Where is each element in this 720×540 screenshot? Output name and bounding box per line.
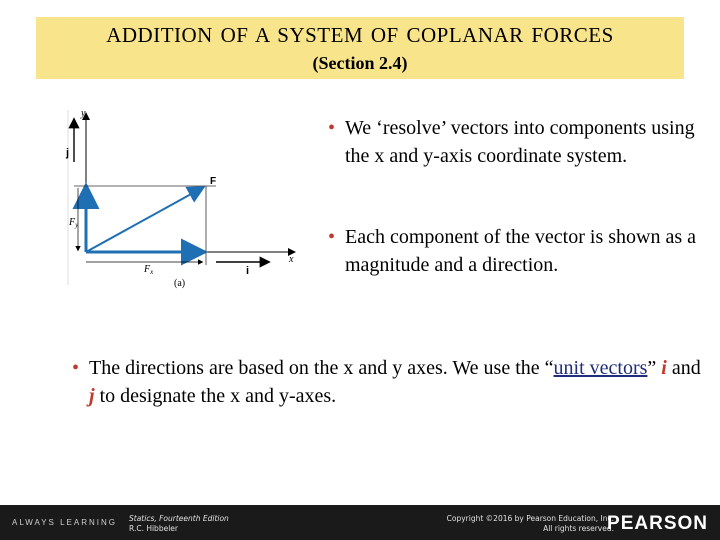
unit-vector-j-label: j [66,147,70,159]
vector-components-figure [56,100,306,295]
bullet-component-magnitude [328,223,708,279]
force-vector-f [86,188,202,252]
unit-j-symbol: j [89,385,95,407]
bullet-dot: • [72,357,80,379]
slide-subtitle: (Section 2.4) [312,53,408,73]
title-banner [36,17,684,79]
pearson-logo: PEARSON [607,513,708,534]
force-label: F [210,176,217,187]
footer-bar [0,505,720,540]
unit-i-symbol: i [661,357,667,379]
figure-caption: (a) [174,278,186,289]
y-axis-label: y [81,108,86,119]
always-learning-tagline: ALWAYS LEARNING [12,518,117,527]
bullet-text: The directions are based on the x and y axes. We use the “unit vectors” i and j to designate the x and y-axes. [89,357,701,407]
rights-line: All rights reserved. [543,524,614,533]
bullet-unit-vectors [72,354,702,410]
bullet-dot: • [328,226,336,248]
bullet-text: We ‘resolve’ vectors into components using the x and y-axis coordinate system. [345,117,695,167]
book-info [129,514,229,534]
bullet-resolve-vectors [328,114,708,170]
slide-title: ADDITION OF A SYSTEM OF COPLANAR FORCES [106,23,614,47]
x-axis-label: x [289,254,294,265]
book-author: R.C. Hibbeler [129,524,178,533]
unit-vectors-link[interactable]: unit vectors [553,357,648,379]
copyright-line: Copyright ©2016 by Pearson Education, Inc. [446,514,614,523]
book-title: Statics, Fourteenth Edition [129,514,229,523]
fy-label: $F_y$ [69,217,79,229]
copyright-notice [447,514,614,534]
bullet-text: Each component of the vector is shown as a magnitude and a direction. [345,226,697,276]
bullet-dot: • [328,117,336,139]
fx-label: $F_x$ [144,264,154,276]
unit-vector-i-label: i [246,265,250,277]
